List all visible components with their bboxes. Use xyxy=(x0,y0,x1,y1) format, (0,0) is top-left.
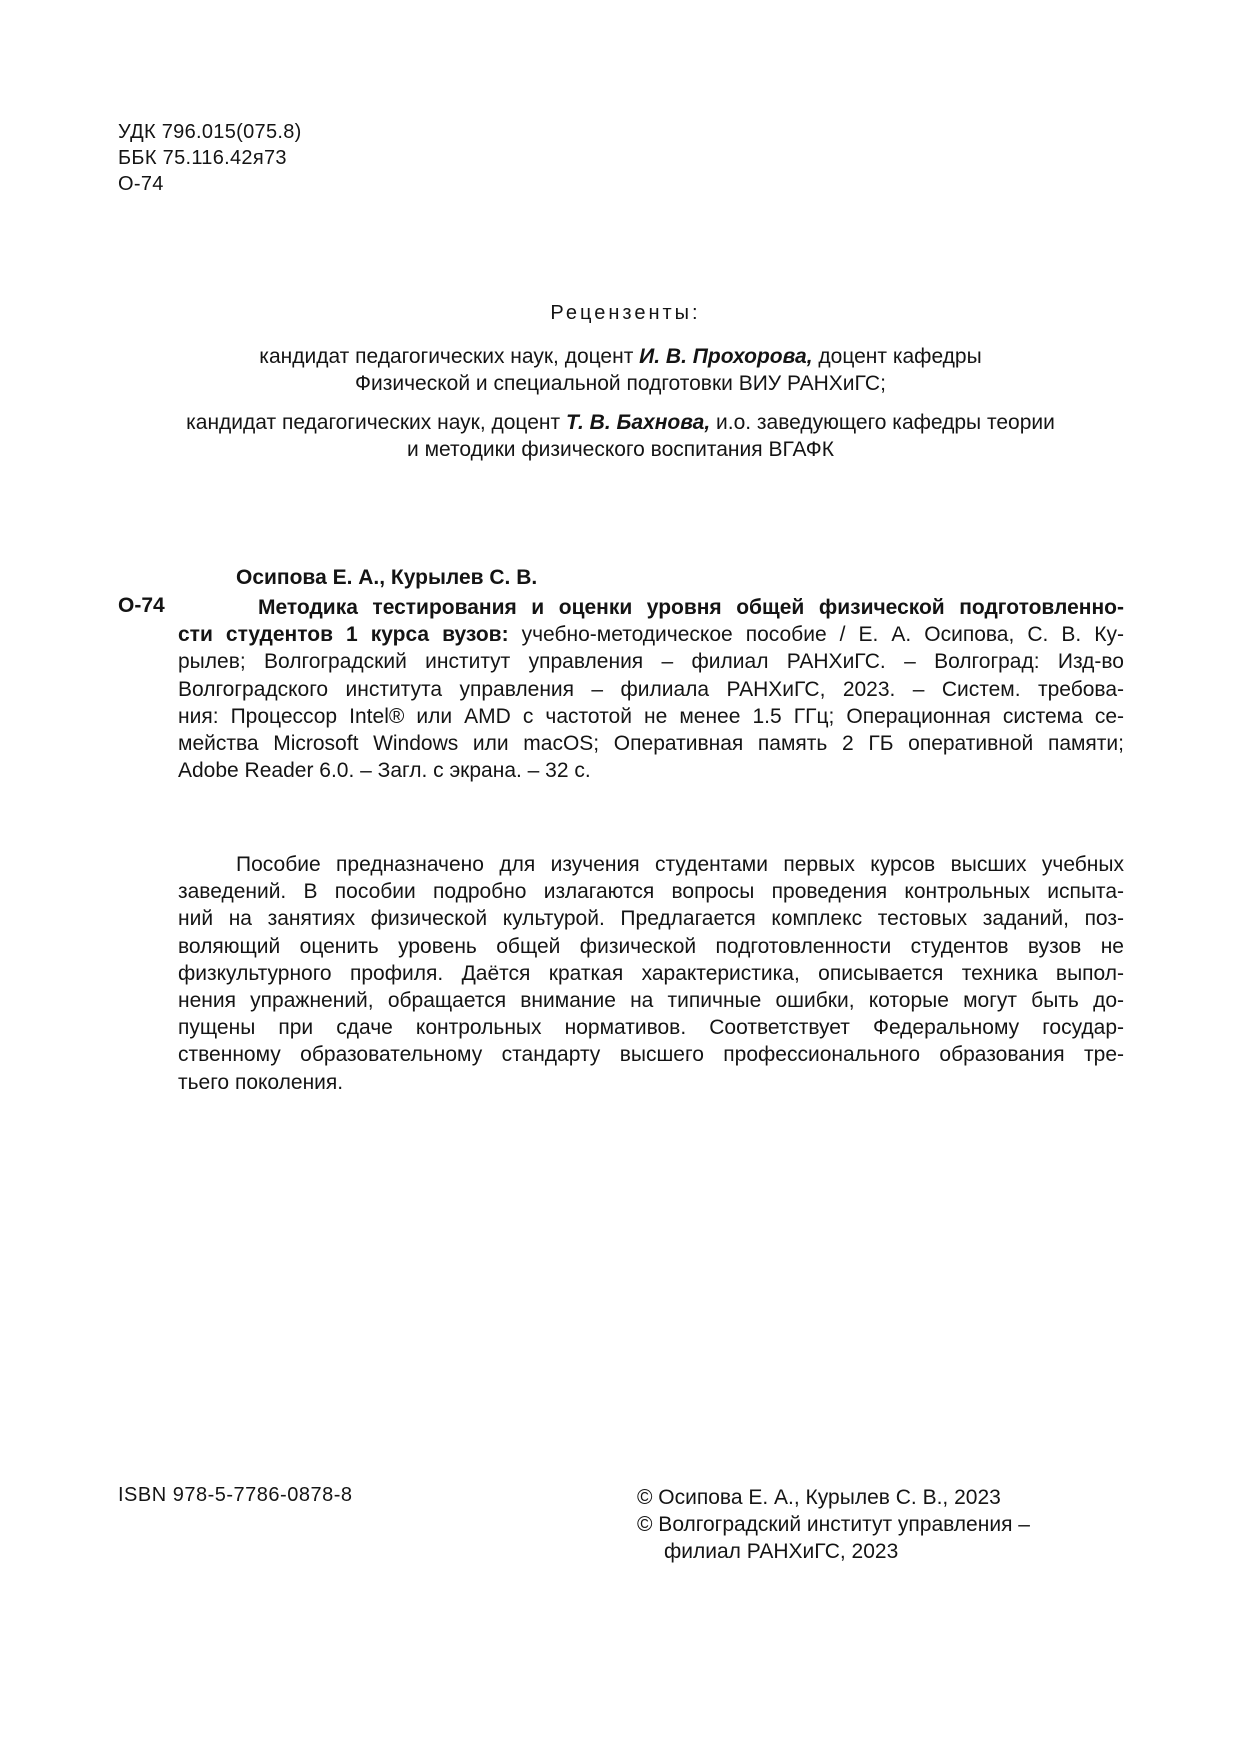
reviewer-1-line-1 xyxy=(0,343,1241,370)
reviewer-2-name: Т. В. Бахнова, xyxy=(565,411,711,434)
biblio-line-7: Adobe Reader 6.0. – Загл. с экрана. – 32 с. xyxy=(178,759,591,783)
author-mark-code: О-74 xyxy=(118,173,164,195)
annotation-line: ний на занятиях физической культурой. Предлагается комплекс тестовых заданий, поз- xyxy=(178,907,1124,931)
copyright-institute: © Волгоградский институт управления – xyxy=(637,1513,1030,1536)
authors-heading: Осипова Е. А., Курылев С. В. xyxy=(236,566,538,589)
biblio-line-4: Волгоградского института управления – филиала РАНХиГС, 2023. – Систем. требова- xyxy=(178,677,1124,701)
isbn: ISBN 978-5-7786-0878-8 xyxy=(118,1484,353,1506)
copyright-block xyxy=(637,1484,1030,1565)
biblio-line-3: рылев; Волгоградский институт управления – филиал РАНХиГС. – Волгоград: Изд-во xyxy=(178,650,1124,674)
reviewer-1 xyxy=(0,343,1241,397)
annotation-line: пущены при сдаче контрольных нормативов. Соответствует Федеральному государ- xyxy=(178,1016,1124,1040)
copyright-authors: © Осипова Е. А., Курылев С. В., 2023 xyxy=(637,1486,1001,1509)
classification-codes xyxy=(118,119,302,197)
reviewer-1-line-2: Физической и специальной подготовки ВИУ РАНХиГС; xyxy=(355,372,886,395)
annotation-line: нения упражнений, обращается внимание на типичные ошибки, которые могут быть до- xyxy=(178,989,1124,1013)
reviewer-2-pre: кандидат педагогических наук, доцент xyxy=(186,411,566,434)
biblio-line-2-rest: учебно-методическое пособие / Е. А. Осипова, С. В. Ку- xyxy=(508,623,1124,647)
biblio-line-2 xyxy=(178,621,1124,648)
annotation-line: заведений. В пособии подробно излагаются вопросы проведения контрольных испыта- xyxy=(178,880,1124,904)
reviewer-2 xyxy=(0,409,1241,463)
udk-code: УДК 796.015(075.8) xyxy=(118,121,302,143)
bbk-code: ББК 75.116.42я73 xyxy=(118,147,287,169)
reviewer-1-pre: кандидат педагогических наук, доцент xyxy=(259,345,640,368)
biblio-line-1: Методика тестирования и оценки уровня общей физической подготовленно- xyxy=(258,596,1124,619)
biblio-line-5: ния: Процессор Intel® или AMD с частотой не менее 1.5 ГГц; Операционная система се- xyxy=(178,704,1124,728)
reviewer-1-post: доцент кафедры xyxy=(812,345,982,368)
annotation-line: тьего поколения. xyxy=(178,1070,344,1094)
reviewer-2-line-1 xyxy=(0,409,1241,436)
biblio-title-end: сти студентов 1 курса вузов: xyxy=(178,623,509,647)
biblio-line-6: мейства Microsoft Windows или macOS; Оперативная память 2 ГБ оперативной памяти; xyxy=(178,732,1124,756)
annotation-paragraph xyxy=(178,851,1124,1096)
bibliography-code-mark: О-74 xyxy=(118,594,165,617)
reviewer-2-post: и.о. заведующего кафедры теории xyxy=(710,411,1055,434)
annotation-line: Пособие предназначено для изучения студентами первых курсов высших учебных xyxy=(236,853,1124,876)
bibliographic-description xyxy=(178,594,1124,784)
copyright-institute-cont: филиал РАНХиГС, 2023 xyxy=(664,1540,899,1563)
annotation-line: физкультурного профиля. Даётся краткая характеристика, описывается техника выпол- xyxy=(178,961,1124,985)
reviewer-1-name: И. В. Прохорова, xyxy=(639,345,813,368)
annotation-line: ственному образовательному стандарту высшего профессионального образования тре- xyxy=(178,1043,1124,1067)
reviewers-heading: Рецензенты: xyxy=(550,302,701,324)
annotation-line: воляющий оценить уровень общей физической подготовленности студентов вузов не xyxy=(178,934,1124,958)
reviewer-2-line-2: и методики физического воспитания ВГАФК xyxy=(407,438,834,461)
